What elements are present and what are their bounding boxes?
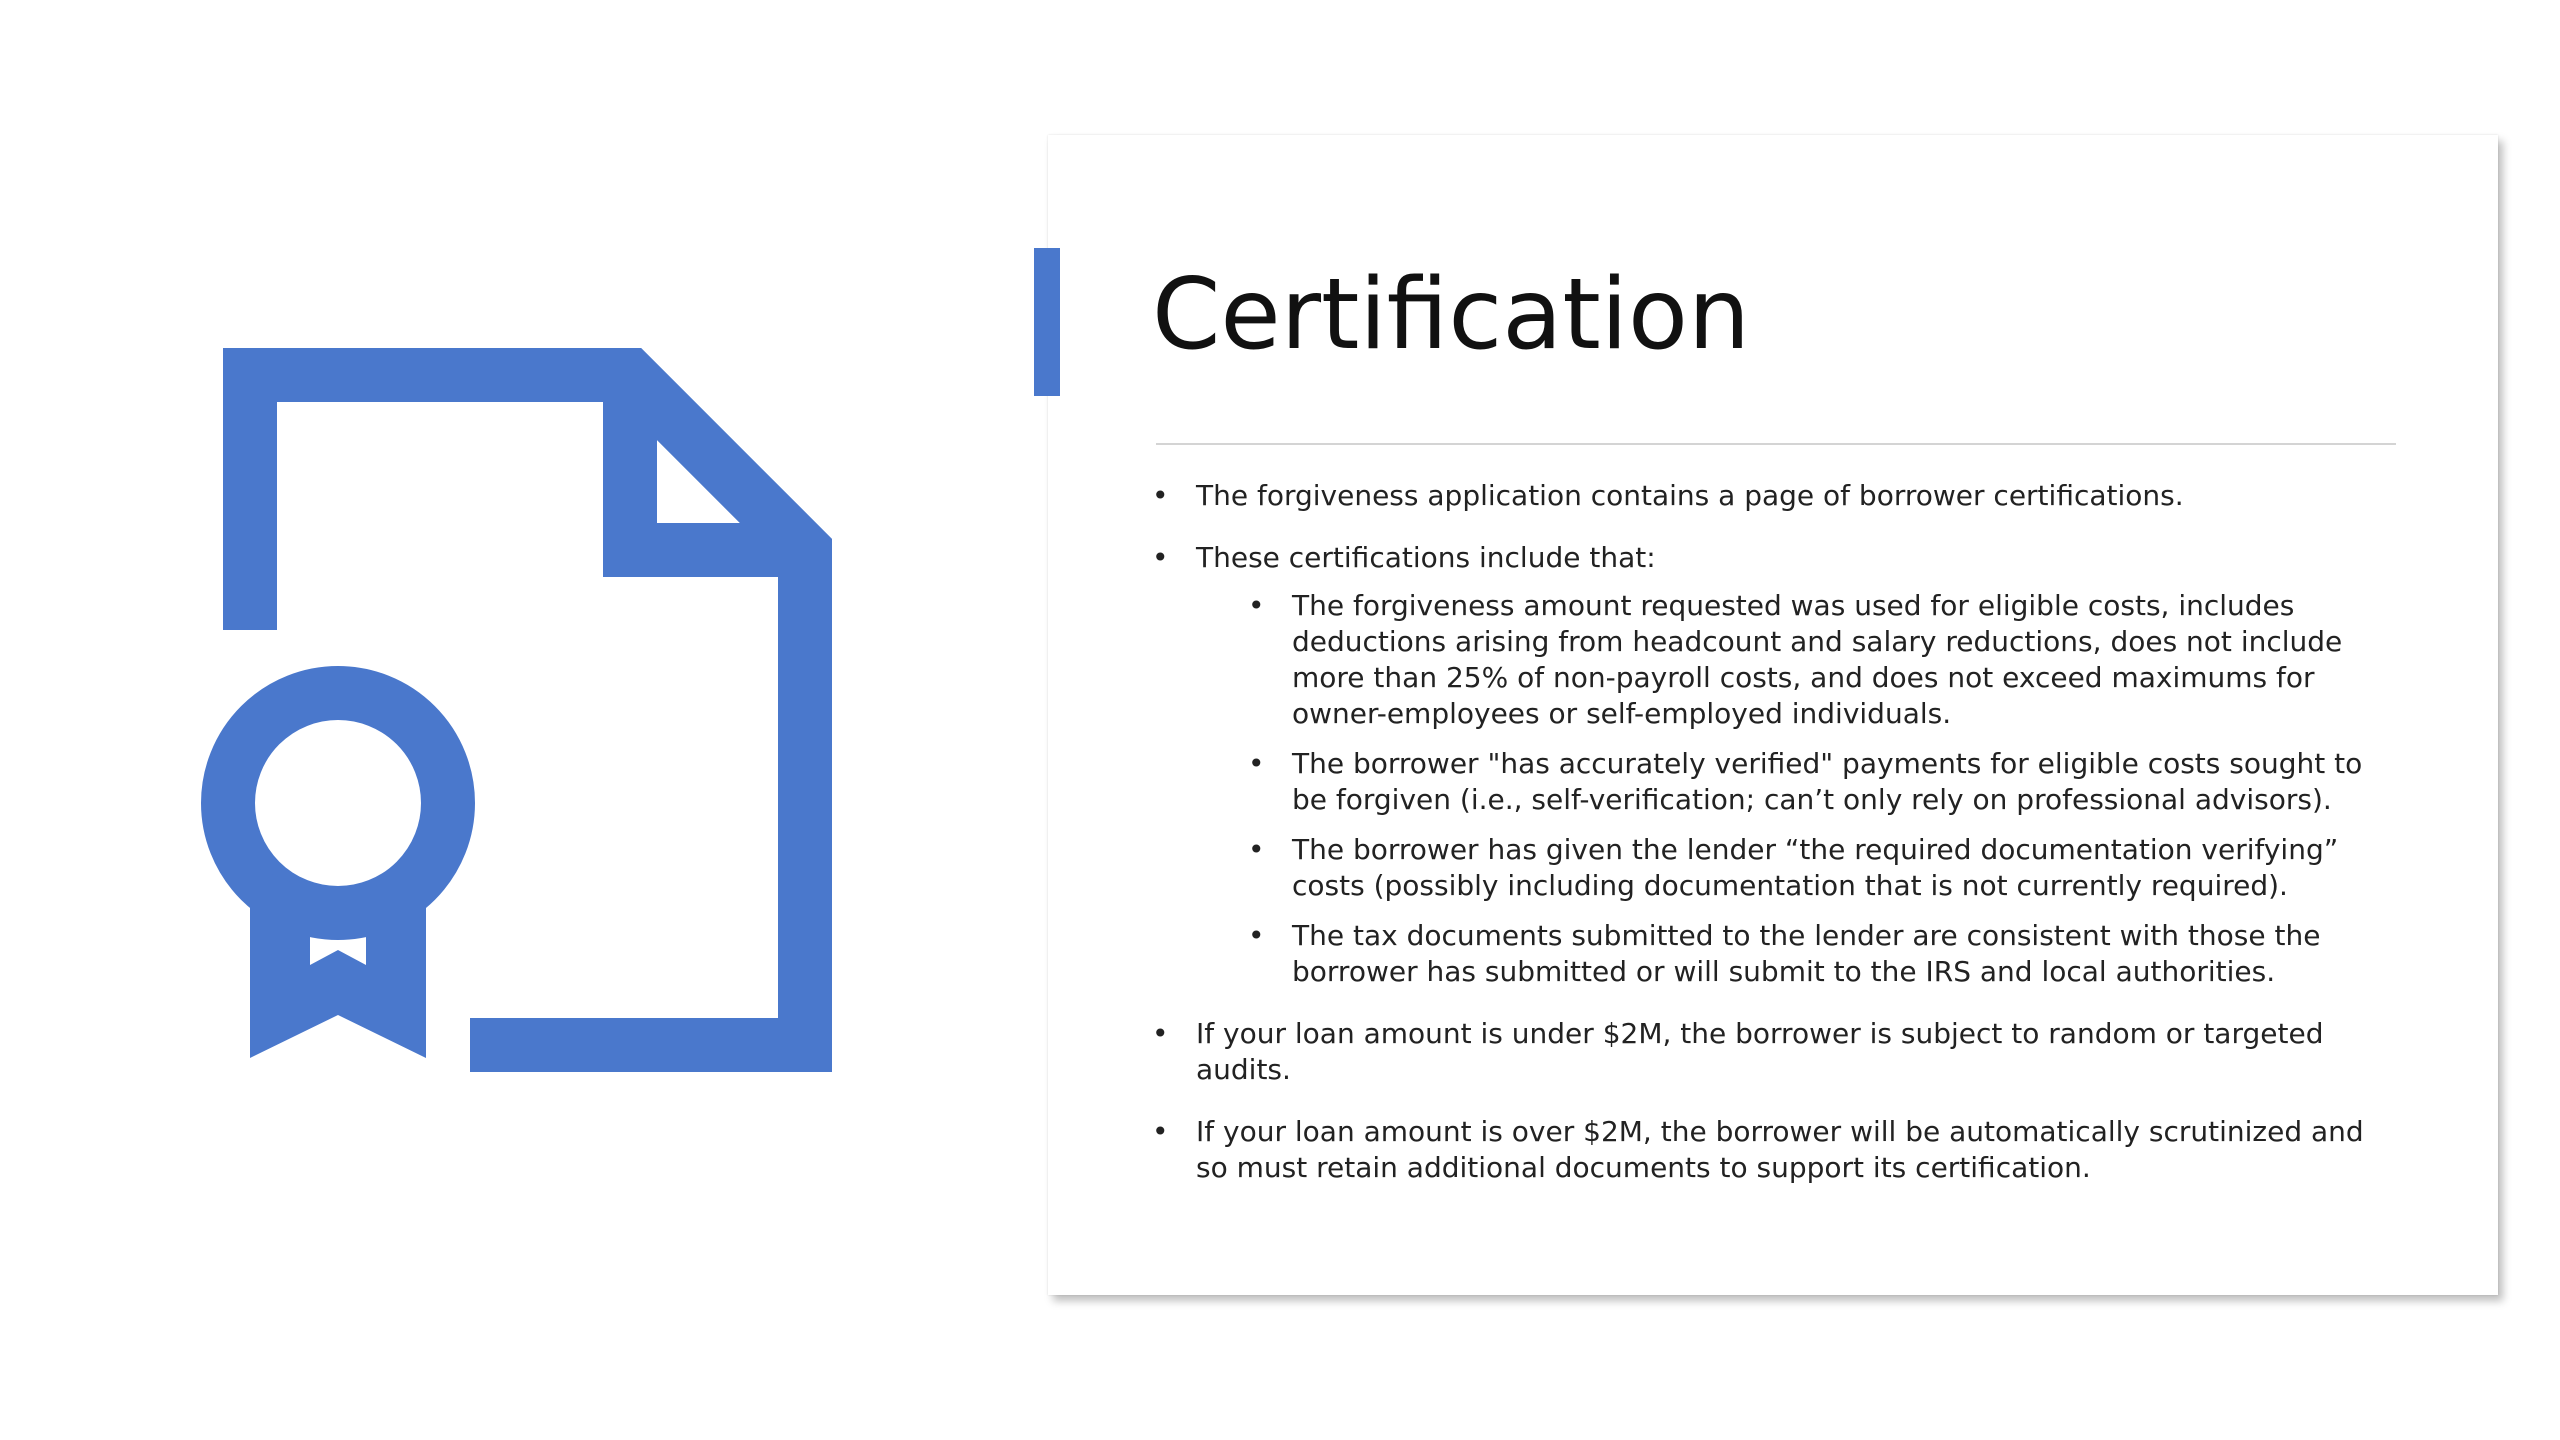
sub-bullet-item [1248,588,2392,732]
title-accent-bar [1034,248,1060,396]
certificate-document-icon [190,345,860,1105]
sub-bullet-item [1248,832,2392,904]
bullet-marker: • [1248,589,1265,622]
sub-bullet-text: The forgiveness amount requested was used for eligible costs, includes deductions arising from headcount and salary reductions, does not include more than 25% of non-payroll costs, and does not exceed maximums for owner-employees or self-employed individuals. [1292,589,2343,730]
bullet-marker: • [1152,1115,1169,1148]
sub-bullet-item [1248,918,2392,990]
bullet-item [1152,478,2392,514]
bullet-marker: • [1248,919,1265,952]
bullet-item [1152,1016,2392,1088]
bullet-text: If your loan amount is over $2M, the borrower will be automatically scrutinized and so must retain additional documents to support its certification. [1196,1115,2364,1184]
bullet-item [1152,540,2392,990]
slide-title: Certification [1152,258,1751,372]
bullet-text: These certifications include that: [1196,541,1656,574]
bullet-text: If your loan amount is under $2M, the borrower is subject to random or targeted audits. [1196,1017,2324,1086]
bullet-text: The forgiveness application contains a page of borrower certifications. [1196,479,2184,512]
bullet-marker: • [1248,833,1265,866]
bullet-list [1152,478,2392,1186]
sub-bullet-list [1248,588,2392,990]
sub-bullet-item [1248,746,2392,818]
sub-bullet-text: The tax documents submitted to the lender are consistent with those the borrower has submitted or will submit to the IRS and local authorities. [1292,919,2321,988]
title-divider [1156,443,2396,445]
bullet-marker: • [1152,479,1169,512]
slide-body [1152,478,2392,1212]
bullet-item [1152,1114,2392,1186]
bullet-marker: • [1152,541,1169,574]
sub-bullet-text: The borrower "has accurately verified" payments for eligible costs sought to be forgiven (i.e., self-verification; can’t only rely on professional advisors). [1292,747,2363,816]
sub-bullet-text: The borrower has given the lender “the required documentation verifying” costs (possibly including documentation that is not currently required). [1292,833,2339,902]
bullet-marker: • [1248,747,1265,780]
bullet-marker: • [1152,1017,1169,1050]
